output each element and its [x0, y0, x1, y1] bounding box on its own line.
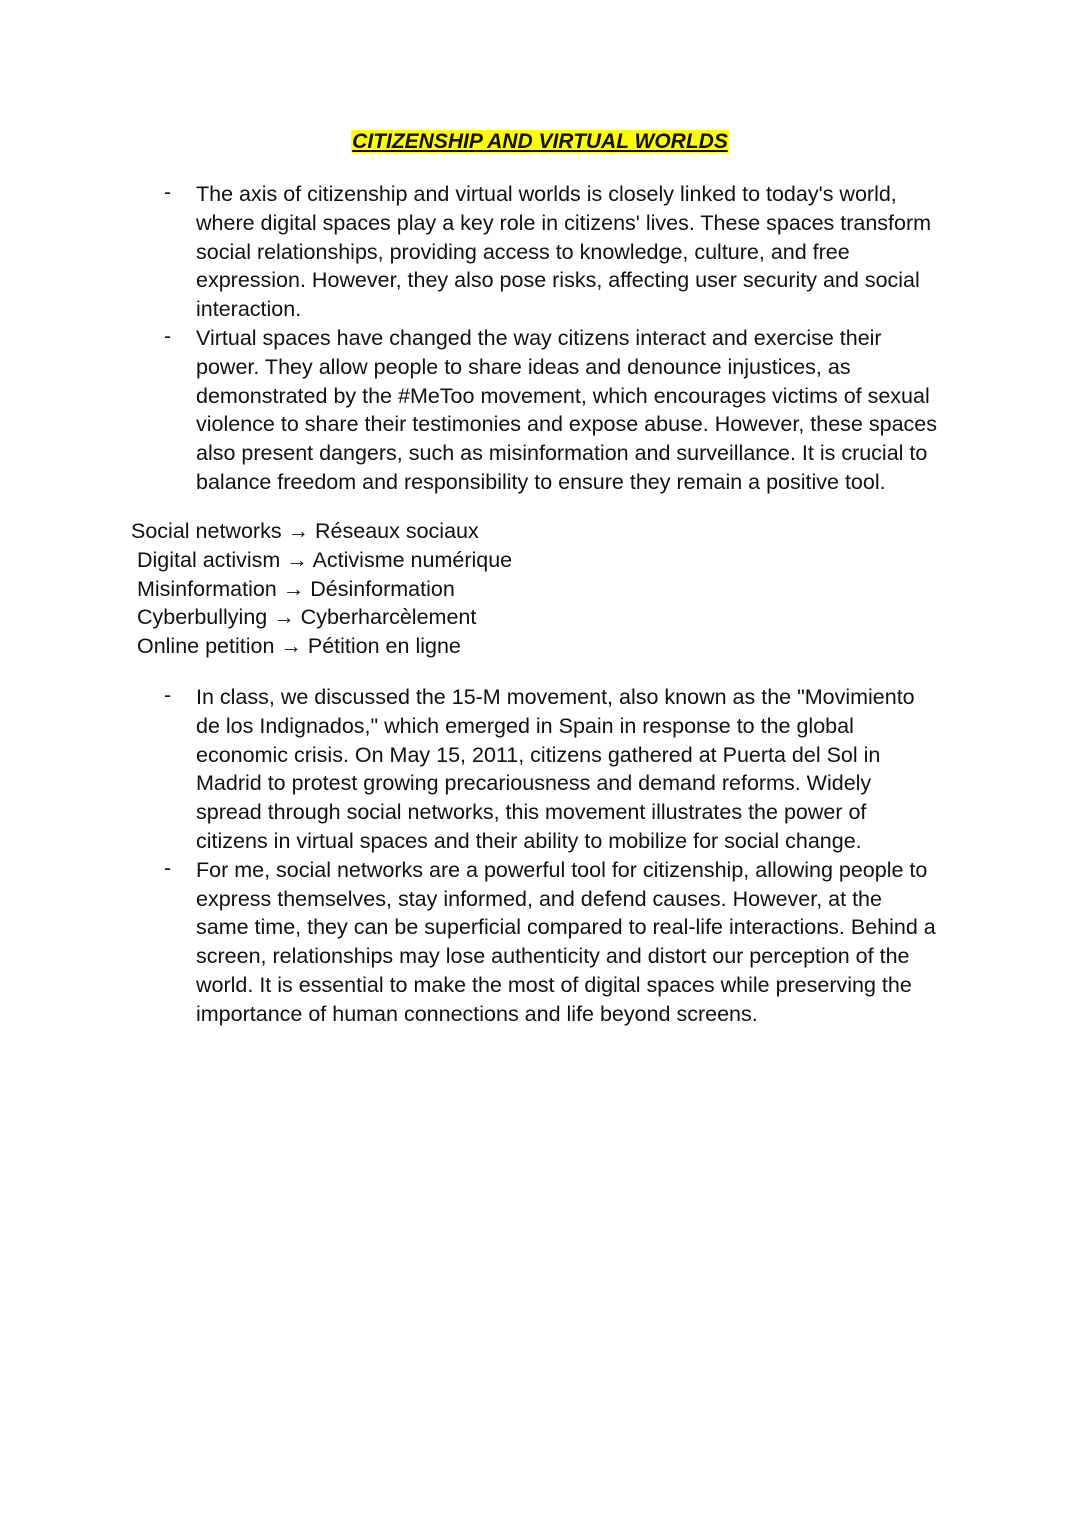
vocab-item: Digital activism → Activisme numérique: [131, 547, 513, 572]
text-line: For me, social networks are a powerful tool for citizenship, allowing people to: [196, 857, 928, 882]
text-line: economic crisis. On May 15, 2011, citizens gathered at Puerta del Sol in: [196, 742, 881, 767]
vocab-item: Misinformation → Désinformation: [131, 576, 455, 601]
vocab-item: Online petition → Pétition en ligne: [131, 634, 461, 659]
text-line: citizens in virtual spaces and their ability to mobilize for social change.: [196, 828, 862, 853]
text-line: screen, relationships may lose authenticity and distort our perception of the: [196, 944, 910, 969]
text-line: power. They allow people to share ideas and denounce injustices, as: [196, 354, 851, 379]
vocabulary-list: [131, 517, 512, 661]
text-line: also present dangers, such as misinformation and surveillance. It is crucial to: [196, 441, 928, 466]
vocab-item: Social networks → Réseaux sociaux: [131, 519, 479, 543]
bullet-item: [164, 856, 964, 1029]
bullet-marker: -: [164, 180, 172, 204]
text-line: The axis of citizenship and virtual worlds is closely linked to today's world,: [196, 182, 897, 206]
text-line: de los Indignados," which emerged in Spain in response to the global: [196, 713, 854, 738]
title-text: CITIZENSHIP AND VIRTUAL WORLDS: [352, 130, 728, 153]
text-line: demonstrated by the #MeToo movement, which encourages victims of sexual: [196, 383, 930, 408]
bullet-item: [164, 180, 964, 324]
bullet-item: [164, 683, 964, 856]
text-line: violence to share their testimonies and expose abuse. However, these spaces: [196, 412, 937, 437]
bullet-item: [164, 324, 964, 497]
bullet-marker: -: [164, 683, 172, 707]
bullet-text: [196, 324, 964, 497]
text-line: balance freedom and responsibility to ensure they remain a positive tool.: [196, 469, 886, 494]
text-line: interaction.: [196, 297, 302, 322]
bullet-text: [196, 683, 964, 856]
bullet-text: [196, 180, 964, 324]
text-line: Virtual spaces have changed the way citizens interact and exercise their: [196, 326, 882, 350]
bullet-marker: -: [164, 324, 172, 348]
text-line: expression. However, they also pose risks, affecting user security and social: [196, 268, 920, 293]
bullet-text: [196, 856, 964, 1029]
text-line: In class, we discussed the 15-M movement, also known as the "Movimiento: [196, 685, 915, 709]
document-title: [0, 130, 1080, 154]
bullet-marker: -: [164, 855, 172, 880]
vocab-item: Cyberbullying → Cyberharcèlement: [131, 605, 477, 630]
text-line: spread through social networks, this movement illustrates the power of: [196, 800, 867, 825]
text-line: importance of human connections and life beyond screens.: [196, 1001, 758, 1026]
text-line: same time, they can be superficial compared to real-life interactions. Behind a: [196, 915, 936, 940]
text-line: social relationships, providing access to knowledge, culture, and free: [196, 239, 850, 264]
text-line: express themselves, stay informed, and defend causes. However, at the: [196, 886, 882, 911]
text-line: world. It is essential to make the most of digital spaces while preserving the: [196, 972, 912, 997]
text-line: where digital spaces play a key role in citizens' lives. These spaces transform: [196, 210, 932, 235]
text-line: Madrid to protest growing precariousness and demand reforms. Widely: [196, 771, 872, 796]
